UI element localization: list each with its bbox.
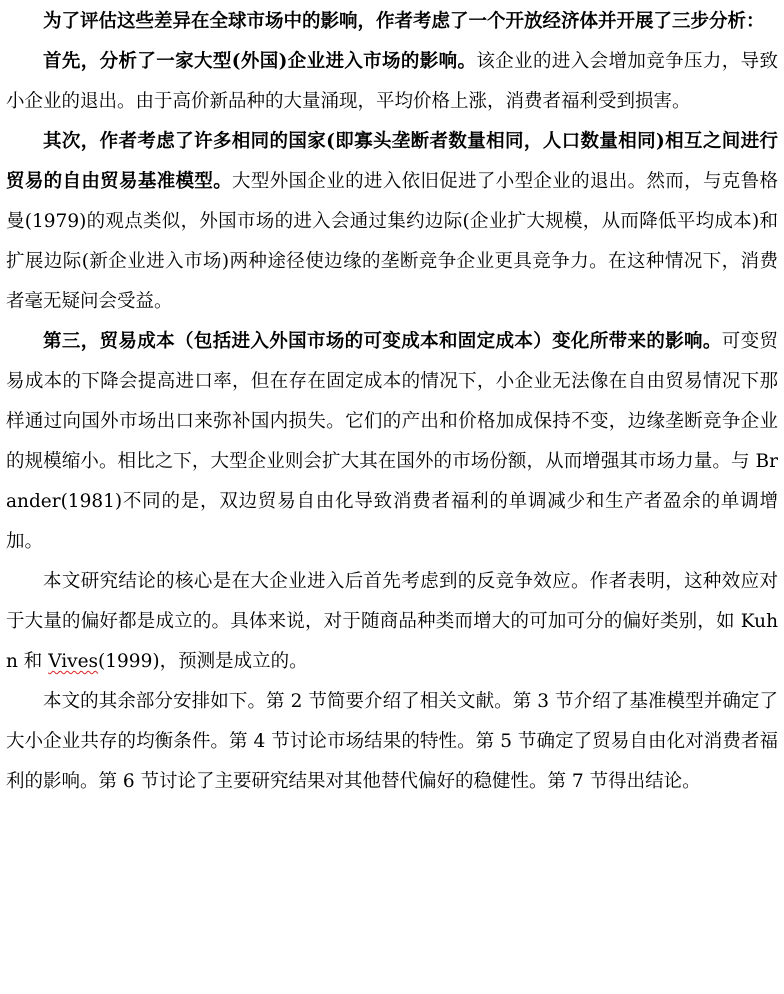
paragraph-third-step-body: 可变贸易成本的下降会提高进口率，但在存在固定成本的情况下，小企业无法像在自由贸易情况下那样通过向国外市场出口来弥补国内损失。它们的产出和价格加成保持不变，边缘垄断竞争企业的规模缩小。相比之下，大型企业则会扩大其在国外的市场份额，从而增强其市场力量。与 Brander(1981)不同的是，双边贸易自由化导致消费者福利的单调减少和生产者盈余的单调增加。 xyxy=(6,331,778,552)
paragraph-first-step-body: 该企业的进入会增加竞争压力，导致小企业的退出。由于高价新品种的大量涌现，平均价格上涨，消费者福利受到损害。 xyxy=(6,51,778,112)
paragraph-structure xyxy=(6,682,778,802)
paragraph-core-conclusion-body: 本文研究结论的核心是在大企业进入后首先考虑到的反竞争效应。作者表明，这种效应对于大量的偏好都是成立的。具体来说，对于随商品种类而增大的可加可分的偏好类别，如 Kuhn 和 xyxy=(6,571,778,672)
paragraph-core-conclusion-tail: (1999)，预测是成立的。 xyxy=(98,651,308,672)
spellcheck-flagged-word: Vives xyxy=(48,651,99,672)
paragraph-second-step-heading: 其次，作者考虑了许多相同的国家(即寡头垄断者数量相同，人口数量相同)相互之间进行贸易的自由贸易基准模型。 xyxy=(6,131,778,192)
paragraph-third-step xyxy=(6,322,778,562)
paragraph-second-step xyxy=(6,122,778,322)
paragraph-third-step-heading: 第三，贸易成本（包括进入外国市场的可变成本和固定成本）变化所带来的影响。 xyxy=(43,331,722,352)
paragraph-intro xyxy=(6,2,778,42)
paragraph-first-step-heading: 首先，分析了一家大型(外国)企业进入市场的影响。 xyxy=(43,51,477,72)
paragraph-second-step-body: 大型外国企业的进入依旧促进了小型企业的退出。然而，与克鲁格曼(1979)的观点类似，外国市场的进入会通过集约边际(企业扩大规模，从而降低平均成本)和扩展边际(新企业进入市场)两种途径使边缘的垄断竞争企业更具竞争力。在这种情况下，消费者毫无疑问会受益。 xyxy=(6,171,778,312)
paragraph-structure-body: 本文的其余部分安排如下。第 2 节简要介绍了相关文献。第 3 节介绍了基准模型并确定了大小企业共存的均衡条件。第 4 节讨论市场结果的特性。第 5 节确定了贸易自由化对消费者福利的影响。第 6 节讨论了主要研究结果对其他替代偏好的稳健性。第 7 节得出结论。 xyxy=(6,691,778,792)
paragraph-intro-bold: 为了评估这些差异在全球市场中的影响，作者考虑了一个开放经济体并开展了三步分析： xyxy=(43,11,765,32)
paragraph-core-conclusion xyxy=(6,562,778,682)
paragraph-first-step xyxy=(6,42,778,122)
